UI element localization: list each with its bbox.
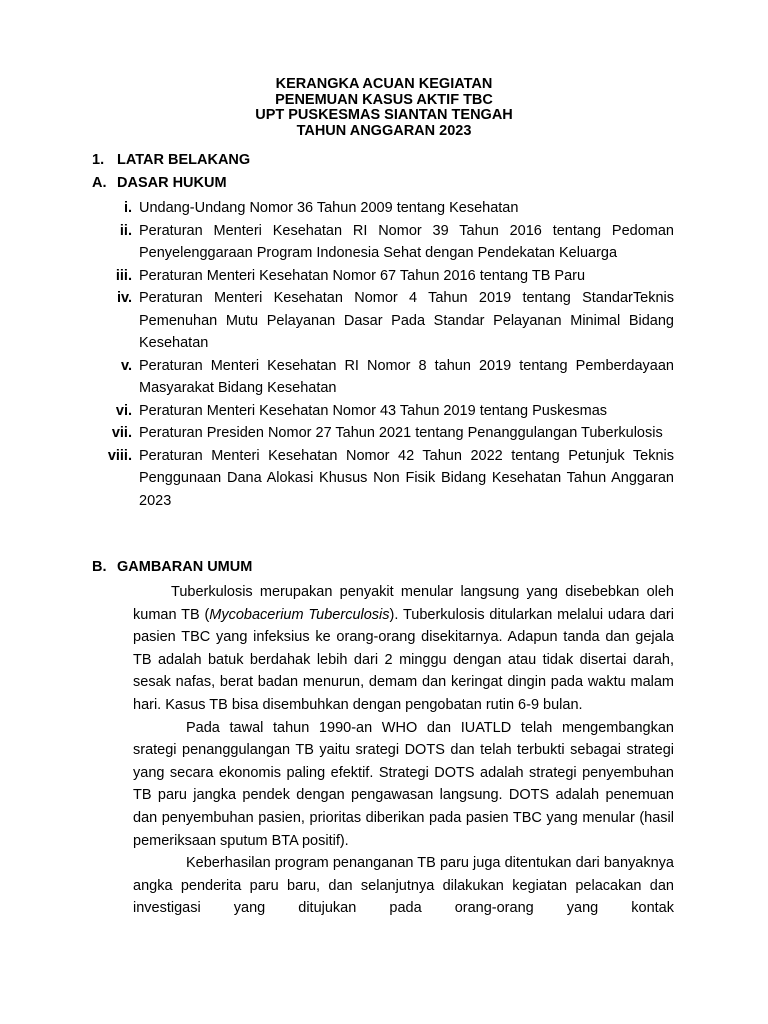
- list-item-text: Undang-Undang Nomor 36 Tahun 2009 tentang Kesehatan: [139, 200, 519, 216]
- list-item: [0, 400, 768, 423]
- section-body: [133, 581, 674, 920]
- title-line-1: KERANGKA ACUAN KEGIATAN: [275, 76, 493, 92]
- list-item-text: Peraturan Menteri Kesehatan Nomor 42 Tahun 2022 tentang Petunjuk Teknis Penggunaan Dana Alokasi Khusus Non Fisik Bidang Kesehatan Tahun Anggaran 2023: [139, 447, 674, 509]
- title-line-2: PENEMUAN KASUS AKTIF TBC: [275, 91, 493, 108]
- list-item: [0, 287, 768, 355]
- document-title: [0, 77, 768, 139]
- list-item: [0, 265, 768, 288]
- paragraph-text: Tuberkulosis merupakan penyakit menular langsung yang disebebkan oleh kuman TB (: [133, 584, 674, 623]
- paragraph: [133, 581, 674, 717]
- list-numeral: v.: [120, 357, 132, 374]
- list-numeral: i.: [123, 200, 132, 216]
- list-item-text: Peraturan Menteri Kesehatan Nomor 4 Tahun 2019 tentang StandarTeknis Pemenuhan Mutu Pelayanan Dasar Pada Standar Pelayanan Minimal Bidang Kesehatan: [139, 290, 674, 351]
- paragraph-text: ). Tuberkulosis ditularkan melalui udara dari pasien TBC yang infeksius ke orang-orang disekitarnya. Adapun tanda dan gejala TB adalah batuk berdahak lebih dari 2 minggu dengan atau tidak disertai darah, sesak nafas, berat badan menurun, demam dan keringat dingin pada waktu malam hari. Kasus TB bisa disembuhkan dengan pengobatan rutin 6-9 bulan.: [133, 606, 674, 713]
- list-item-text: Peraturan Menteri Kesehatan Nomor 67 Tahun 2016 tentang TB Paru: [139, 267, 586, 284]
- list-numeral: iii.: [115, 267, 132, 284]
- list-numeral: vi.: [115, 402, 132, 419]
- section-heading-dasar-hukum: [92, 175, 227, 191]
- list-item-text: Peraturan Menteri Kesehatan Nomor 43 Tahun 2019 tentang Puskesmas: [139, 402, 608, 419]
- list-item: [0, 445, 768, 513]
- list-item-text: Peraturan Menteri Kesehatan RI Nomor 39 Tahun 2016 tentang Pedoman Penyelenggaraan Program Indonesia Sehat dengan Pendekatan Keluarga: [139, 222, 674, 261]
- section-heading-gambaran-umum: [92, 559, 252, 575]
- list-numeral: ii.: [119, 222, 132, 239]
- title-line-4: TAHUN ANGGARAN 2023: [296, 122, 472, 139]
- section-number: A.: [92, 175, 107, 191]
- list-numeral: vii.: [111, 425, 132, 441]
- list-item: [0, 355, 768, 400]
- list-item: [0, 197, 768, 220]
- paragraph-italic-term: Mycobacerium Tuberculosis: [209, 606, 390, 623]
- legal-basis-list: [0, 197, 768, 512]
- list-item: [0, 422, 768, 445]
- list-numeral: viii.: [107, 447, 132, 464]
- section-heading-latar-belakang: [92, 152, 250, 168]
- list-item-text: Peraturan Menteri Kesehatan RI Nomor 8 tahun 2019 tentang Pemberdayaan Masyarakat Bidang Kesehatan: [139, 357, 674, 396]
- list-item: [0, 220, 768, 265]
- paragraph: Keberhasilan program penanganan TB paru juga ditentukan dari banyaknya angka penderita paru baru, dan selanjutnya dilakukan kegiatan pelacakan dan investigasi yang ditujukan pada orang-orang yang kontak: [133, 855, 674, 917]
- section-number: B.: [92, 559, 107, 575]
- title-line-3: UPT PUSKESMAS SIANTAN TENGAH: [255, 107, 513, 123]
- list-numeral: iv.: [116, 290, 132, 306]
- section-label: GAMBARAN UMUM: [117, 559, 253, 575]
- list-item-text: Peraturan Presiden Nomor 27 Tahun 2021 tentang Penanggulangan Tuberkulosis: [139, 425, 663, 441]
- section-label: LATAR BELAKANG: [117, 152, 251, 168]
- paragraph: Pada tawal tahun 1990-an WHO dan IUATLD telah mengembangkan srategi penanggulangan TB yaitu srategi DOTS dan telah terbukti sebagai strategi yang secara ekonomis paling efektif. Strategi DOTS adalah strategi penyembuhan TB paru jangka pendek dengan pengawasan langsung. DOTS adalah penemuan dan penyembuhan pasien, prioritas diberikan pada pasien TBC yang menular (hasil pemeriksaan sputum BTA positif).: [133, 719, 674, 849]
- section-label: DASAR HUKUM: [117, 175, 227, 191]
- section-number: 1.: [92, 152, 105, 168]
